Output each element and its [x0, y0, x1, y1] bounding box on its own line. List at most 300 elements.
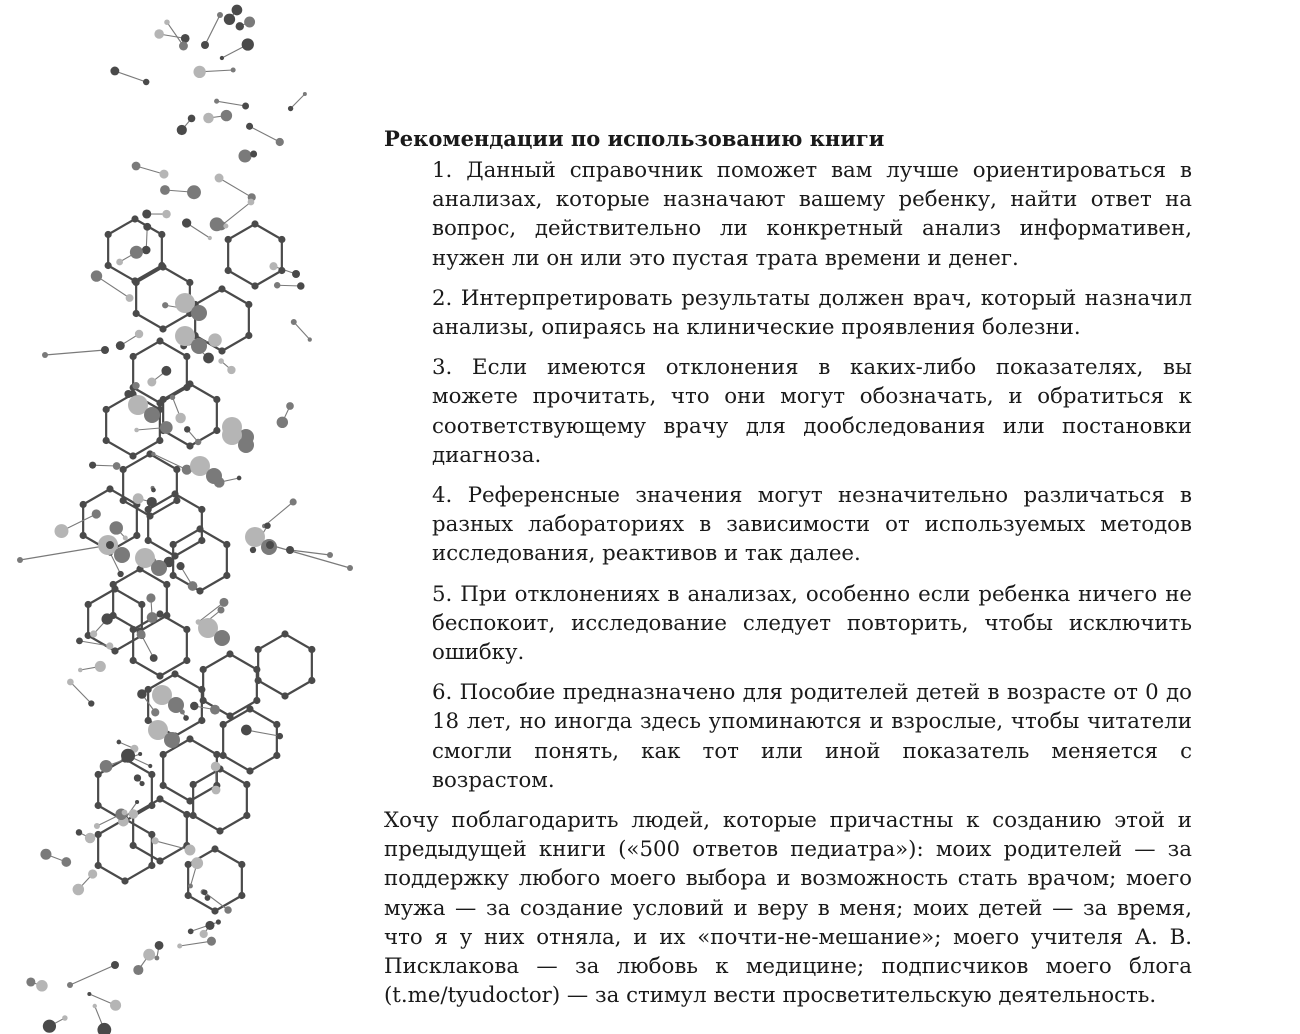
atom-dot — [175, 413, 185, 423]
atom-dot — [224, 14, 235, 25]
atom-dot — [133, 532, 140, 539]
atom-dot — [248, 199, 255, 206]
atom-dot — [145, 537, 152, 544]
atom-dot — [274, 282, 281, 289]
bond-line — [285, 634, 312, 650]
atom-dot — [186, 380, 193, 387]
atom-dot — [220, 752, 227, 759]
atom-dot — [160, 751, 167, 758]
atom-dot — [168, 697, 184, 713]
atom-dot — [135, 800, 139, 804]
atom-dot — [147, 497, 157, 507]
atom-dot — [205, 921, 214, 930]
atom-dot — [170, 572, 177, 579]
atom-dot — [208, 236, 212, 240]
atom-dot — [80, 501, 87, 508]
atom-dot — [220, 56, 224, 60]
atom-dot — [148, 831, 155, 838]
atom-dot — [95, 661, 106, 672]
atom-dot — [129, 452, 136, 459]
atom-dot — [193, 66, 205, 78]
atom-dot — [238, 861, 245, 868]
atom-dot — [292, 270, 300, 278]
atom-dot — [191, 338, 207, 354]
atom-dot — [150, 654, 158, 662]
bond-line — [258, 634, 285, 650]
recommendation-item: 5. При отклонениях в анализах, особенно если ребенка ничего не беспокоит, исследование следует повторить, чтобы исключить ошибку. — [432, 581, 1192, 666]
atom-dot — [106, 541, 114, 549]
bond-line — [219, 178, 252, 197]
atom-dot — [203, 113, 214, 124]
atom-dot — [185, 845, 196, 856]
atom-dot — [133, 493, 144, 504]
bond-line — [173, 529, 200, 545]
atom-dot — [220, 721, 227, 728]
atom-dot — [152, 837, 159, 844]
bond-line — [230, 654, 257, 670]
atom-dot — [205, 895, 211, 901]
atom-dot — [216, 827, 223, 834]
atom-dot — [253, 697, 260, 704]
atom-dot — [67, 679, 74, 686]
atom-dot — [243, 812, 250, 819]
atom-dot — [151, 488, 156, 493]
atom-dot — [224, 906, 231, 913]
atom-dot — [87, 992, 91, 996]
atom-dot — [148, 771, 155, 778]
atom-dot — [288, 106, 293, 111]
atom-dot — [308, 677, 315, 684]
atom-dot — [223, 572, 230, 579]
atom-dot — [40, 849, 51, 860]
atom-dot — [188, 115, 196, 123]
atom-dot — [217, 12, 223, 18]
atom-dot — [90, 630, 97, 637]
atom-dot — [213, 427, 220, 434]
bond-line — [195, 289, 222, 305]
bond-line — [203, 654, 230, 670]
bond-line — [83, 489, 110, 505]
atom-dot — [171, 490, 178, 497]
atom-dot — [92, 509, 101, 518]
atom-dot — [186, 442, 193, 449]
atom-dot — [185, 861, 192, 868]
atom-dot — [105, 231, 112, 238]
bond-line — [79, 641, 109, 646]
atom-dot — [277, 733, 283, 739]
atom-dot — [173, 497, 180, 504]
atom-dot — [210, 705, 220, 715]
atom-dot — [162, 302, 168, 308]
bond-line — [45, 350, 105, 355]
atom-dot — [223, 541, 230, 548]
atom-dot — [121, 749, 135, 763]
bond-line — [88, 589, 115, 605]
atom-dot — [163, 612, 170, 619]
atom-dot — [286, 402, 294, 410]
bond-line — [270, 545, 350, 568]
atom-dot — [219, 598, 228, 607]
atom-dot — [123, 535, 128, 540]
atom-dot — [101, 613, 112, 624]
atom-dot — [156, 857, 163, 864]
bond-line — [125, 819, 152, 835]
atom-dot — [183, 657, 190, 664]
atom-dot — [191, 857, 203, 869]
bond-line — [250, 756, 277, 772]
atom-dot — [246, 123, 253, 130]
bond-line — [222, 336, 249, 352]
atom-dot — [273, 752, 280, 759]
atom-dot — [187, 185, 201, 199]
atom-dot — [236, 22, 244, 30]
atom-dot — [215, 174, 224, 183]
atom-dot — [111, 647, 118, 654]
atom-dot — [184, 426, 190, 432]
bond-line — [193, 816, 220, 832]
atom-dot — [183, 715, 189, 721]
atom-dot — [130, 246, 143, 259]
atom-dot — [200, 666, 207, 673]
atom-dot — [221, 110, 232, 121]
atom-dot — [291, 319, 297, 325]
atom-dot — [138, 752, 142, 756]
atom-dot — [182, 218, 191, 227]
atom-dot — [156, 795, 163, 802]
atom-dot — [94, 823, 100, 829]
bond-line — [250, 709, 277, 725]
atom-dot — [110, 67, 119, 76]
atom-dot — [198, 537, 205, 544]
bond-line — [163, 267, 190, 283]
atom-dot — [255, 677, 262, 684]
atom-dot — [145, 717, 152, 724]
atom-dot — [133, 310, 140, 317]
bond-line — [125, 866, 152, 882]
atom-dot — [146, 512, 153, 519]
atom-dot — [185, 892, 192, 899]
atom-dot — [67, 982, 73, 988]
atom-dot — [148, 802, 155, 809]
recommendation-item: 2. Интерпретировать результаты должен врач, который назначил анализы, опираясь на клинические проявления болезни. — [432, 285, 1192, 341]
bond-line — [70, 682, 91, 704]
atom-dot — [255, 646, 262, 653]
atom-dot — [308, 646, 315, 653]
atom-dot — [250, 547, 256, 553]
atom-dot — [95, 802, 102, 809]
atom-dot — [135, 330, 143, 338]
atom-dot — [160, 396, 167, 403]
bond-line — [205, 15, 220, 45]
atom-dot — [242, 103, 249, 110]
atom-dot — [80, 532, 87, 539]
atom-dot — [253, 666, 260, 673]
atom-dot — [158, 231, 165, 238]
atom-dot — [17, 557, 23, 563]
atom-dot — [160, 185, 170, 195]
atom-dot — [122, 810, 128, 816]
atom-dot — [110, 1000, 121, 1011]
bond-line — [175, 674, 202, 690]
atom-dot — [198, 717, 205, 724]
atom-dot — [138, 601, 145, 608]
atom-dot — [170, 541, 177, 548]
bond-line — [150, 454, 177, 470]
atom-dot — [213, 396, 220, 403]
atom-dot — [183, 626, 190, 633]
bond-line — [291, 94, 305, 109]
bond-line — [160, 799, 187, 815]
atom-dot — [218, 347, 225, 354]
atom-dot — [238, 437, 254, 453]
recommendation-item: 6. Пособие предназначено для родителей детей в возрасте от 0 до 18 лет, но иногда здесь упоминаются и взрослые, чтобы читатели смогли понять, как тот или иной показатель меняется с возрастом. — [432, 680, 1192, 793]
atom-dot — [76, 829, 82, 835]
atom-dot — [200, 930, 208, 938]
atom-dot — [227, 366, 235, 374]
atom-dot — [286, 546, 294, 554]
atom-dot — [217, 606, 224, 613]
atom-dot — [198, 686, 205, 693]
atom-dot — [190, 702, 198, 710]
atom-dot — [264, 522, 270, 528]
bond-line — [220, 769, 247, 785]
atom-dot — [120, 466, 127, 473]
atom-dot — [147, 378, 156, 387]
atom-dot — [78, 668, 83, 673]
atom-dot — [134, 774, 141, 781]
atom-dot — [226, 650, 233, 657]
atom-dot — [183, 811, 190, 818]
bond-line — [190, 384, 217, 400]
atom-dot — [89, 462, 96, 469]
atom-dot — [218, 285, 225, 292]
atom-dot — [130, 626, 137, 633]
text-column — [384, 124, 1192, 1010]
atom-dot — [214, 630, 230, 646]
atom-dot — [226, 712, 233, 719]
bond-line — [115, 71, 146, 82]
atom-dot — [148, 862, 155, 869]
atom-dot — [195, 439, 201, 445]
section-heading: Рекомендации по использованию книги — [384, 126, 885, 151]
atom-dot — [200, 697, 207, 704]
recommendation-item: 4. Референсные значения могут незначительно различаться в разных лабораториях в зависимости от используемых методов исследования, реактивов и так далее. — [432, 483, 1192, 567]
atom-dot — [131, 215, 138, 222]
atom-dot — [101, 346, 109, 354]
atom-dot — [276, 138, 284, 146]
atom-dot — [85, 833, 95, 843]
atom-dot — [42, 352, 48, 358]
bond-line — [20, 545, 110, 560]
atom-dot — [154, 956, 159, 961]
atom-dot — [231, 67, 236, 72]
atom-dot — [207, 937, 216, 946]
atom-dot — [171, 670, 178, 677]
atom-dot — [164, 732, 180, 748]
atom-dot — [159, 325, 166, 332]
atom-dot — [203, 353, 214, 364]
atom-dot — [212, 786, 221, 795]
atom-dot — [95, 862, 102, 869]
atom-dot — [251, 282, 258, 289]
atom-dot — [327, 552, 333, 558]
atom-dot — [120, 497, 127, 504]
atom-dot — [103, 437, 110, 444]
atom-dot — [238, 149, 251, 162]
atom-dot — [151, 452, 155, 456]
bond-line — [190, 431, 217, 447]
atom-dot — [151, 560, 167, 576]
atom-dot — [61, 857, 71, 867]
atom-dot — [269, 262, 277, 270]
atom-dot — [190, 781, 197, 788]
bond-line — [70, 965, 115, 985]
bond-line — [133, 846, 160, 862]
atom-dot — [133, 279, 140, 286]
bond-line — [222, 289, 249, 305]
atom-dot — [142, 246, 151, 255]
atom-dot — [177, 125, 187, 135]
atom-dot — [196, 587, 203, 594]
atom-dot — [106, 642, 113, 649]
bond-line — [217, 101, 246, 106]
atom-dot — [218, 358, 224, 364]
atom-dot — [146, 593, 155, 602]
bond-line — [180, 941, 212, 946]
atom-dot — [162, 210, 170, 218]
atom-dot — [308, 337, 312, 341]
bond-line — [106, 441, 133, 457]
atom-dot — [156, 672, 163, 679]
atom-dot — [214, 99, 219, 104]
bond-line — [153, 454, 186, 470]
atom-dot — [88, 700, 94, 706]
atom-dot — [188, 928, 194, 934]
atom-dot — [130, 353, 137, 360]
atom-dot — [278, 267, 285, 274]
bond-line — [294, 322, 310, 340]
bond-line — [98, 866, 125, 882]
bond-line — [255, 224, 282, 240]
atom-dot — [154, 29, 164, 39]
atom-dot — [245, 332, 252, 339]
atom-dot — [163, 581, 170, 588]
atom-dot — [190, 812, 197, 819]
bond-line — [223, 756, 250, 772]
atom-dot — [156, 337, 163, 344]
atom-dot — [188, 581, 198, 591]
atom-dot — [124, 390, 132, 398]
atom-dot — [143, 949, 155, 961]
atom-dot — [130, 657, 137, 664]
atom-dot — [62, 1015, 67, 1020]
atom-dot — [216, 919, 221, 924]
atom-dot — [109, 521, 122, 534]
atom-dot — [210, 217, 224, 231]
atom-dot — [133, 965, 143, 975]
atom-dot — [202, 890, 208, 896]
bond-line — [228, 271, 255, 287]
bond-line — [220, 816, 247, 832]
atom-dot — [278, 236, 285, 243]
atom-dot — [177, 943, 182, 948]
atom-dot — [244, 17, 255, 28]
atom-dot — [88, 869, 97, 878]
atom-dot — [156, 610, 163, 617]
atom-dot — [281, 630, 288, 637]
atom-dot — [266, 541, 274, 549]
atom-dot — [116, 259, 123, 266]
bond-line — [115, 636, 142, 652]
bond-line — [113, 569, 140, 585]
bond-line — [258, 681, 285, 697]
atom-dot — [36, 980, 48, 992]
atom-dot — [111, 585, 118, 592]
atom-dot — [147, 612, 158, 623]
atom-dot — [113, 462, 121, 470]
atom-dot — [238, 892, 245, 899]
bond-line — [190, 739, 217, 755]
atom-dot — [181, 34, 190, 43]
atom-dot — [26, 977, 35, 986]
atom-dot — [105, 262, 112, 269]
atom-dot — [160, 421, 173, 434]
atom-dot — [160, 782, 167, 789]
bond-line — [108, 266, 135, 282]
atom-dot — [159, 263, 166, 270]
atom-dot — [114, 547, 130, 563]
bond-line — [136, 267, 163, 283]
atom-dot — [143, 79, 149, 85]
atom-dot — [303, 92, 307, 96]
atom-dot — [186, 797, 193, 804]
atom-dot — [250, 151, 257, 158]
atom-dot — [188, 884, 193, 889]
atom-dot — [85, 601, 92, 608]
atom-dot — [97, 1023, 111, 1034]
atom-dot — [232, 5, 243, 16]
atom-dot — [170, 395, 175, 400]
bond-line — [136, 314, 163, 330]
atom-dot — [130, 842, 137, 849]
atom-dot — [164, 19, 170, 25]
atom-dot — [106, 485, 113, 492]
atom-dot — [43, 1020, 56, 1033]
atom-dot — [290, 498, 297, 505]
atom-dot — [156, 437, 163, 444]
atom-dot — [273, 721, 280, 728]
atom-dot — [176, 562, 184, 570]
atom-dot — [55, 524, 69, 538]
atom-dot — [281, 692, 288, 699]
bond-line — [133, 341, 160, 357]
atom-dot — [76, 637, 83, 644]
atom-dot — [243, 781, 250, 788]
atom-dot — [225, 267, 232, 274]
atom-dot — [116, 341, 125, 350]
atom-dot — [245, 301, 252, 308]
atom-dot — [148, 764, 152, 768]
atom-dot — [277, 417, 288, 428]
atom-dot — [111, 961, 119, 969]
bond-line — [264, 502, 293, 526]
atom-dot — [173, 466, 180, 473]
atom-dot — [155, 941, 164, 950]
atom-dot — [223, 223, 228, 228]
bond-line — [221, 202, 251, 226]
bond-line — [133, 661, 160, 677]
recommendation-item: 1. Данный справочник поможет вам лучше ориентироваться в анализах, которые назначают вашему ребенку, найти ответ на вопрос, действительно ли конкретный анализ информативен, нужен ли он или это пустая трата времени и денег. — [432, 158, 1192, 271]
